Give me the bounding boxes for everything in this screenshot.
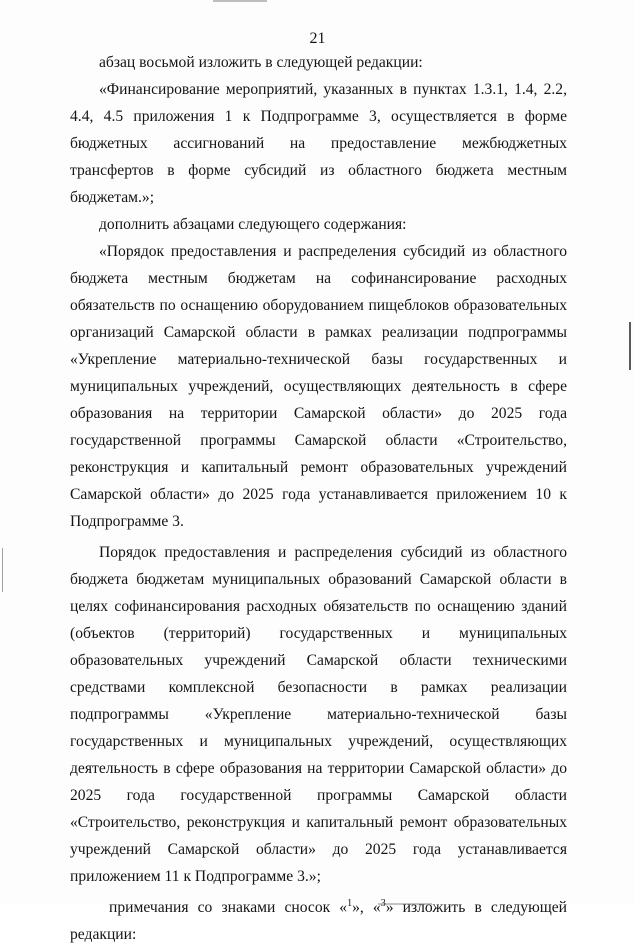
paragraph-add-instruction: дополнить абзацами следующего содержания: xyxy=(99,216,407,233)
footnotes-text-part3: » изложить в следующей редакции: xyxy=(70,899,568,943)
paragraph-procedure-security: Порядок предоставления и распределения субсидий из областного бюджета бюджетам муниципальных образований Самарской области в целях софинансирования расходных обязательств по оснащению зданий (объектов (территорий) государственных и муниципальных образовательных учреждений Самарской области техническими средствами комплексной безопасности в рамках реализации подпрограммы «Укрепление материально-технической базы государственных и муниципальных учреждений, осуществляющих деятельность в сфере образования на территории Самарской области» до 2025 года государственной программы Самарской области «Строительство, реконструкция и капитальный ремонт образовательных учреждений Самарской области» до 2025 года устанавливается приложением 11 к Подпрограмме 3.»; xyxy=(70,544,567,885)
footnotes-text-part1: примечания со знаками сносок « xyxy=(109,899,348,916)
footnote-mark-3: 3 xyxy=(380,898,386,909)
paragraph-footnotes-instruction xyxy=(70,894,567,948)
paragraph-edit-instruction: абзац восьмой изложить в следующей редакции: xyxy=(99,54,423,71)
paragraph-procedure-catering: «Порядок предоставления и распределения субсидий из областного бюджета местным бюджетам на софинансирование расходных обязательств по оснащению оборудованием пищеблоков образовательных организаций Самарской области в рамках реализации подпрограммы «Укрепление материально-технической базы государственных и муниципальных учреждений, осуществляющих деятельность в сфере образования на территории Самарской области» до 2025 года государственной программы Самарской области «Строительство, реконструкция и капитальный ремонт образовательных учреждений Самарской области» до 2025 года устанавливается приложением 10 к Подпрограмме 3. xyxy=(70,243,567,530)
footnote-mark-1: 1 xyxy=(347,898,353,909)
document-body xyxy=(70,49,567,948)
scan-artifact-left xyxy=(2,548,3,592)
page-number: 21 xyxy=(309,30,326,47)
paragraph-financing: «Финансирование мероприятий, указанных в пунктах 1.3.1, 1.4, 2.2, 4.4, 4.5 приложения 1 к Подпрограмме 3, осуществляется в форме бюджетных ассигнований на предоставление межбюджетных трансфертов в форме субсидий из областного бюджета местным бюджетам.»; xyxy=(70,81,567,206)
scan-artifact-right xyxy=(629,322,631,370)
footnotes-text-part2: », « xyxy=(352,899,381,916)
scan-artifact-top xyxy=(213,0,267,2)
